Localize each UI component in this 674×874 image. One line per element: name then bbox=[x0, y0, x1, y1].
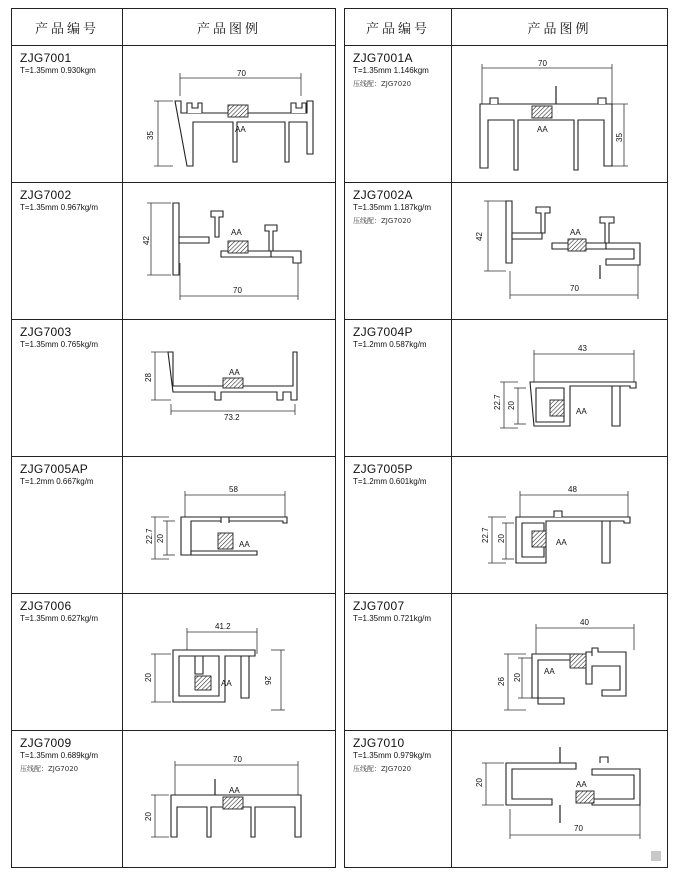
profile-drawing bbox=[452, 731, 667, 867]
profile-drawing-cell bbox=[452, 320, 668, 457]
table-row bbox=[12, 457, 336, 594]
product-code: ZJG7001 bbox=[20, 51, 72, 65]
width-dimension: 58 bbox=[229, 485, 238, 494]
header-code: 产品编号 bbox=[345, 9, 452, 46]
profile-drawing bbox=[452, 594, 667, 730]
product-info bbox=[345, 46, 452, 183]
width-dimension: 70 bbox=[233, 755, 242, 764]
height-dimension: 20 bbox=[144, 673, 153, 682]
product-info bbox=[12, 320, 123, 457]
product-spec: T=1.35mm 1.146kgm bbox=[353, 66, 429, 75]
profile-drawing bbox=[123, 594, 335, 730]
width-dimension: 40 bbox=[580, 618, 589, 627]
product-code: ZJG7005AP bbox=[20, 462, 89, 476]
product-code: ZJG7010 bbox=[353, 736, 405, 750]
catalog-table-right bbox=[344, 8, 668, 868]
profile-drawing-cell bbox=[452, 46, 668, 183]
product-code: ZJG7004P bbox=[353, 325, 413, 339]
inner-height-dimension: 20 bbox=[507, 401, 516, 410]
table-row bbox=[345, 183, 668, 320]
product-spec: T=1.2mm 0.667kg/m bbox=[20, 477, 94, 486]
height-dimension: 22.7 bbox=[481, 527, 490, 543]
height-dimension: 22.7 bbox=[145, 528, 154, 544]
product-code: ZJG7001A bbox=[353, 51, 413, 65]
width-dimension: 43 bbox=[578, 344, 587, 353]
catalog-table-left bbox=[11, 8, 336, 868]
profile-drawing bbox=[452, 46, 667, 182]
profile-drawing-cell bbox=[123, 594, 336, 731]
product-note: 压线配：ZJG7020 bbox=[353, 217, 412, 225]
profile-drawing-cell bbox=[123, 183, 336, 320]
aa-label: AA bbox=[221, 679, 232, 688]
aa-label: AA bbox=[537, 125, 548, 134]
profile-drawing-cell bbox=[123, 731, 336, 868]
height-dimension: 20 bbox=[144, 812, 153, 821]
profile-drawing bbox=[123, 731, 335, 867]
product-code: ZJG7003 bbox=[20, 325, 72, 339]
product-spec: T=1.35mm 0.627kg/m bbox=[20, 614, 99, 623]
product-spec: T=1.35mm 0.979kg/m bbox=[353, 751, 432, 760]
product-code: ZJG7002 bbox=[20, 188, 72, 202]
product-info bbox=[345, 594, 452, 731]
header-code: 产品编号 bbox=[12, 9, 123, 46]
product-spec: T=1.35mm 0.930kgm bbox=[20, 66, 96, 75]
width-dimension: 70 bbox=[538, 59, 547, 68]
profile-drawing bbox=[452, 320, 667, 456]
product-info bbox=[12, 731, 123, 868]
product-spec: T=1.35mm 1.187kg/m bbox=[353, 203, 432, 212]
height-dimension: 22.7 bbox=[493, 394, 502, 410]
profile-drawing-cell bbox=[123, 320, 336, 457]
product-info bbox=[345, 320, 452, 457]
table-row bbox=[345, 731, 668, 868]
height-dimension: 28 bbox=[144, 373, 153, 382]
profile-drawing bbox=[452, 183, 667, 319]
product-info bbox=[12, 46, 123, 183]
aa-label: AA bbox=[229, 786, 240, 795]
profile-drawing bbox=[123, 320, 335, 456]
height-dimension: 35 bbox=[146, 131, 155, 140]
product-code: ZJG7006 bbox=[20, 599, 72, 613]
product-info bbox=[345, 183, 452, 320]
aa-label: AA bbox=[239, 540, 250, 549]
aa-label: AA bbox=[544, 667, 555, 676]
table-row bbox=[12, 594, 336, 731]
product-note: 压线配：ZJG7020 bbox=[20, 765, 79, 773]
height-dimension: 42 bbox=[475, 232, 484, 241]
aa-label: AA bbox=[235, 125, 246, 134]
product-info bbox=[12, 183, 123, 320]
aa-label: AA bbox=[556, 538, 567, 547]
product-info bbox=[345, 457, 452, 594]
product-spec: T=1.35mm 0.765kg/m bbox=[20, 340, 99, 349]
height-dimension: 42 bbox=[142, 236, 151, 245]
table-row bbox=[345, 46, 668, 183]
product-spec: T=1.2mm 0.587kg/m bbox=[353, 340, 427, 349]
product-code: ZJG7007 bbox=[353, 599, 405, 613]
profile-drawing-cell bbox=[452, 594, 668, 731]
product-code: ZJG7009 bbox=[20, 736, 72, 750]
profile-drawing bbox=[123, 46, 335, 182]
profile-drawing-cell bbox=[452, 457, 668, 594]
product-spec: T=1.35mm 0.689kg/m bbox=[20, 751, 99, 760]
profile-drawing bbox=[123, 457, 335, 593]
profile-drawing bbox=[123, 183, 335, 319]
aa-label: AA bbox=[229, 368, 240, 377]
product-info bbox=[345, 731, 452, 868]
inner-height-dimension: 20 bbox=[156, 534, 165, 543]
profile-drawing-cell bbox=[123, 46, 336, 183]
profile-drawing-cell bbox=[123, 457, 336, 594]
header-figure: 产品图例 bbox=[452, 9, 668, 46]
height-dimension: 20 bbox=[475, 778, 484, 787]
profile-drawing-cell bbox=[452, 183, 668, 320]
width-dimension: 48 bbox=[568, 485, 577, 494]
product-info bbox=[12, 594, 123, 731]
page-corner-mark bbox=[651, 851, 661, 861]
aa-label: AA bbox=[576, 780, 587, 789]
width-dimension: 70 bbox=[574, 824, 583, 833]
width-dimension: 70 bbox=[237, 69, 246, 78]
table-row bbox=[12, 320, 336, 457]
table-row bbox=[345, 457, 668, 594]
width-dimension: 70 bbox=[233, 286, 242, 295]
width-dimension: 70 bbox=[570, 284, 579, 293]
product-spec: T=1.2mm 0.601kg/m bbox=[353, 477, 427, 486]
profile-drawing bbox=[452, 457, 667, 593]
height-dimension: 26 bbox=[497, 677, 506, 686]
product-note: 压线配：ZJG7020 bbox=[353, 80, 412, 88]
aa-label: AA bbox=[576, 407, 587, 416]
table-row bbox=[345, 320, 668, 457]
product-spec: T=1.35mm 0.967kg/m bbox=[20, 203, 99, 212]
profile-drawing-cell bbox=[452, 731, 668, 868]
aa-label: AA bbox=[231, 228, 242, 237]
height-dimension: 35 bbox=[615, 133, 624, 142]
inner-height-dimension: 20 bbox=[513, 673, 522, 682]
product-note: 压线配：ZJG7020 bbox=[353, 765, 412, 773]
table-row bbox=[345, 594, 668, 731]
header-figure: 产品图例 bbox=[123, 9, 336, 46]
table-row bbox=[12, 183, 336, 320]
table-row bbox=[12, 731, 336, 868]
inner-height-dimension: 20 bbox=[497, 534, 506, 543]
product-info bbox=[12, 457, 123, 594]
product-code: ZJG7002A bbox=[353, 188, 413, 202]
product-spec: T=1.35mm 0.721kg/m bbox=[353, 614, 432, 623]
table-row bbox=[12, 46, 336, 183]
product-code: ZJG7005P bbox=[353, 462, 413, 476]
aa-label: AA bbox=[570, 228, 581, 237]
width-dimension: 73.2 bbox=[224, 413, 240, 422]
width-dimension: 41.2 bbox=[215, 622, 231, 631]
outer-height-dimension: 26 bbox=[263, 676, 272, 685]
